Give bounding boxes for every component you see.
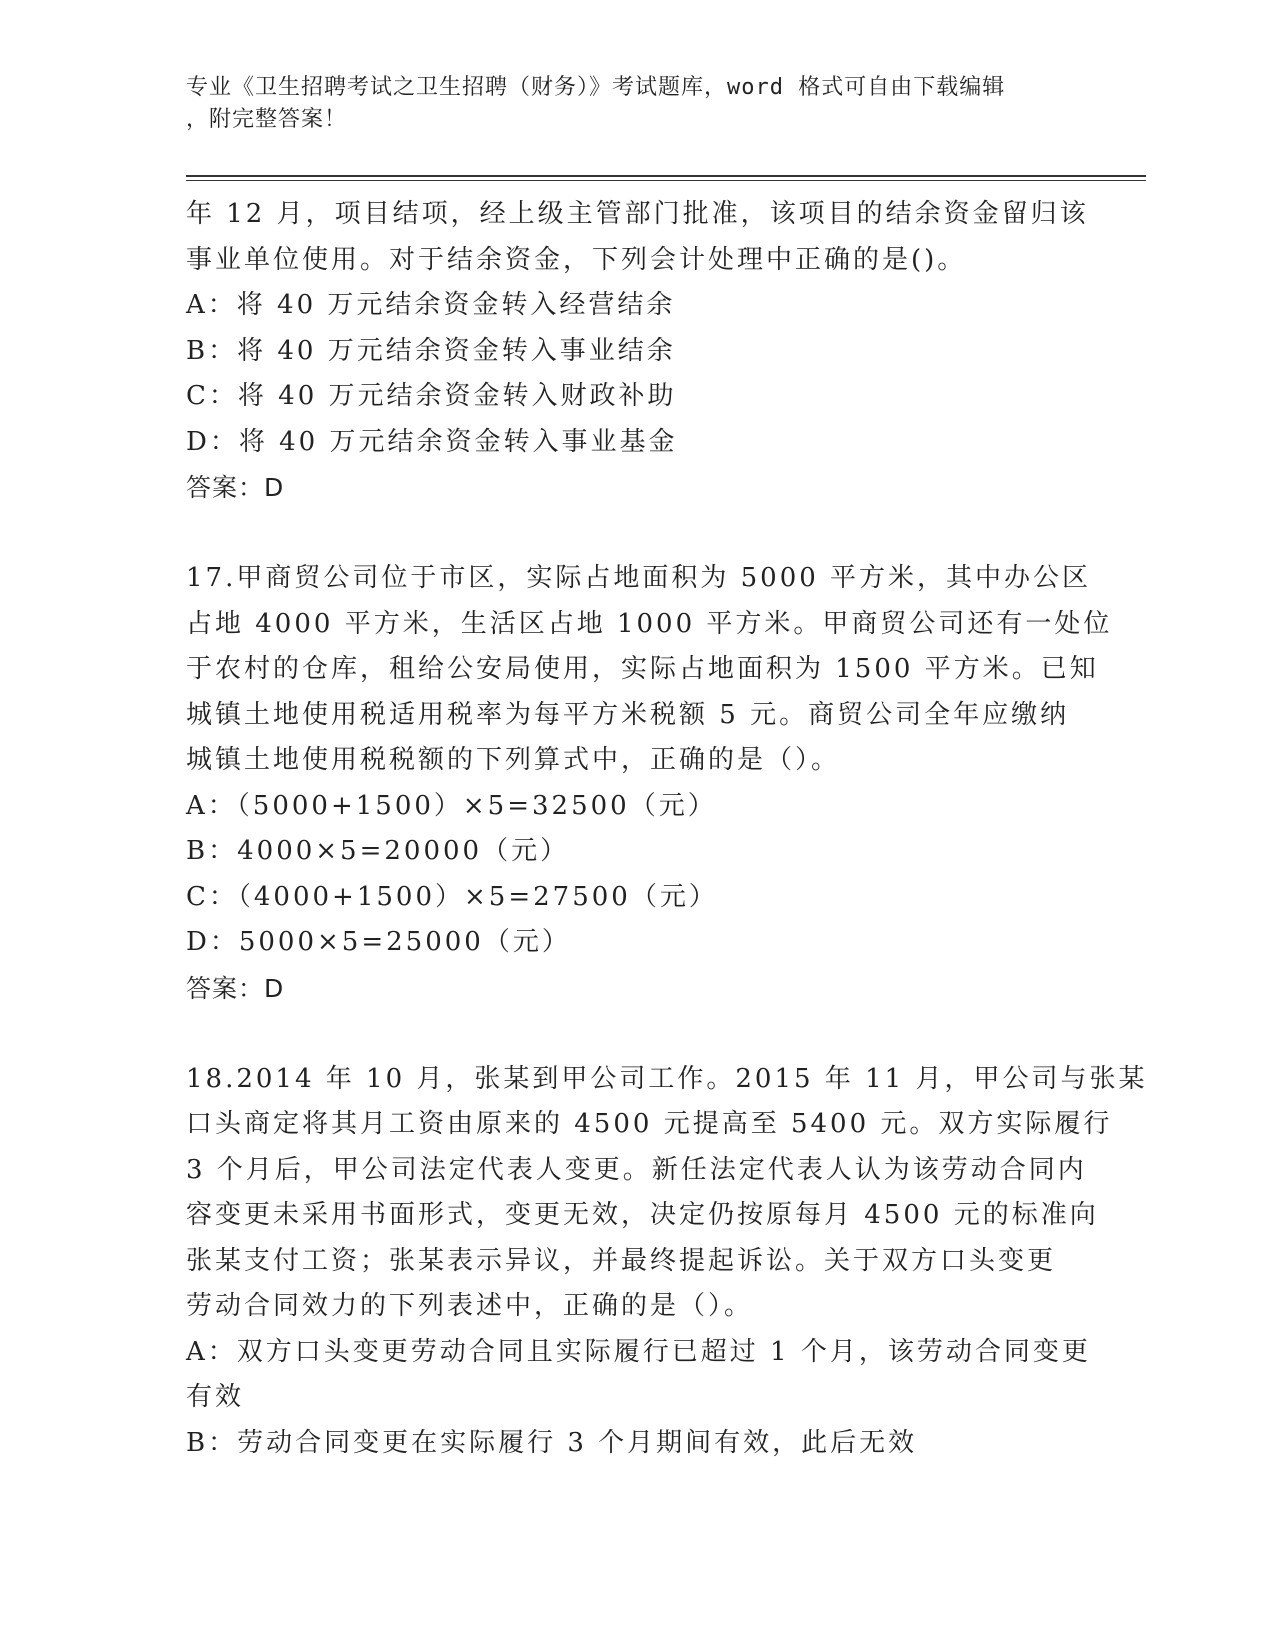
answer-line: 答案：D xyxy=(186,473,285,502)
question-stem-line: 事业单位使用。对于结余资金，下列会计处理中正确的是()。 xyxy=(186,244,967,275)
option-b: B：劳动合同变更在实际履行 3 个月期间有效，此后无效 xyxy=(186,1427,918,1458)
question-stem-line: 劳动合同效力的下列表述中，正确的是（）。 xyxy=(186,1291,754,1321)
question-stem-line: 3 个月后，甲公司法定代表人变更。新任法定代表人认为该劳动合同内 xyxy=(186,1154,1087,1185)
header-line: 专业《卫生招聘考试之卫生招聘（财务）》考试题库，word 格式可自由下载编辑 xyxy=(186,75,1006,100)
option-b: B：4000×5=20000（元） xyxy=(186,836,570,866)
question-17 xyxy=(186,556,1113,1011)
option-a: A：（5000+1500）×5=32500（元） xyxy=(186,790,717,821)
question-stem-line: 于农村的仓库，租给公安局使用，实际占地面积为 1500 平方米。已知 xyxy=(186,654,1099,684)
option-a: A：将 40 万元结余资金转入经营结余 xyxy=(186,290,676,320)
spacer xyxy=(186,1011,1086,1057)
option-c: C：（4000+1500）×5=27500（元） xyxy=(186,881,718,912)
document-body xyxy=(186,192,1148,1466)
question-stem-line: 城镇土地使用税适用税率为每平方米税额 5 元。商贸公司全年应缴纳 xyxy=(186,699,1070,730)
page-header xyxy=(186,72,1066,136)
question-stem-line: 容变更未采用书面形式，变更无效，决定仍按原每月 4500 元的标准向 xyxy=(186,1200,1099,1230)
header-line: ，附完整答案！ xyxy=(186,107,348,132)
option-d: D：5000×5=25000（元） xyxy=(186,927,571,957)
header-rule-thick xyxy=(186,175,1146,177)
question-stem-line: 张某支付工资；张某表示异议，并最终提起诉讼。关于双方口头变更 xyxy=(186,1245,1057,1276)
question-stem-line: 年 12 月，项目结项，经上级主管部门批准，该项目的结余资金留归该 xyxy=(186,199,1089,229)
option-d: D：将 40 万元结余资金转入事业基金 xyxy=(186,426,678,457)
question-stem-line: 口头商定将其月工资由原来的 4500 元提高至 5400 元。双方实际履行 xyxy=(186,1109,1113,1139)
spacer xyxy=(186,511,1086,557)
question-stem-line: 17.甲商贸公司位于市区，实际占地面积为 5000 平方米，其中办公区 xyxy=(186,563,1092,593)
question-stem-line: 18.2014 年 10 月，张某到甲公司工作。2015 年 11 月，甲公司与张某 xyxy=(186,1063,1148,1094)
option-a: A：双方口头变更劳动合同且实际履行已超过 1 个月，该劳动合同变更 xyxy=(186,1336,1091,1367)
answer-line: 答案：D xyxy=(186,973,285,1003)
option-a-continued: 有效 xyxy=(186,1382,245,1412)
question-16 xyxy=(186,192,1089,511)
question-stem-line: 占地 4000 平方米，生活区占地 1000 平方米。甲商贸公司还有一处位 xyxy=(186,608,1113,639)
header-rule-thin xyxy=(186,180,1146,181)
option-c: C：将 40 万元结余资金转入财政补助 xyxy=(186,381,677,411)
option-b: B：将 40 万元结余资金转入事业结余 xyxy=(186,335,676,366)
question-18 xyxy=(186,1057,1148,1467)
question-stem-line: 城镇土地使用税税额的下列算式中，正确的是（）。 xyxy=(186,745,841,775)
